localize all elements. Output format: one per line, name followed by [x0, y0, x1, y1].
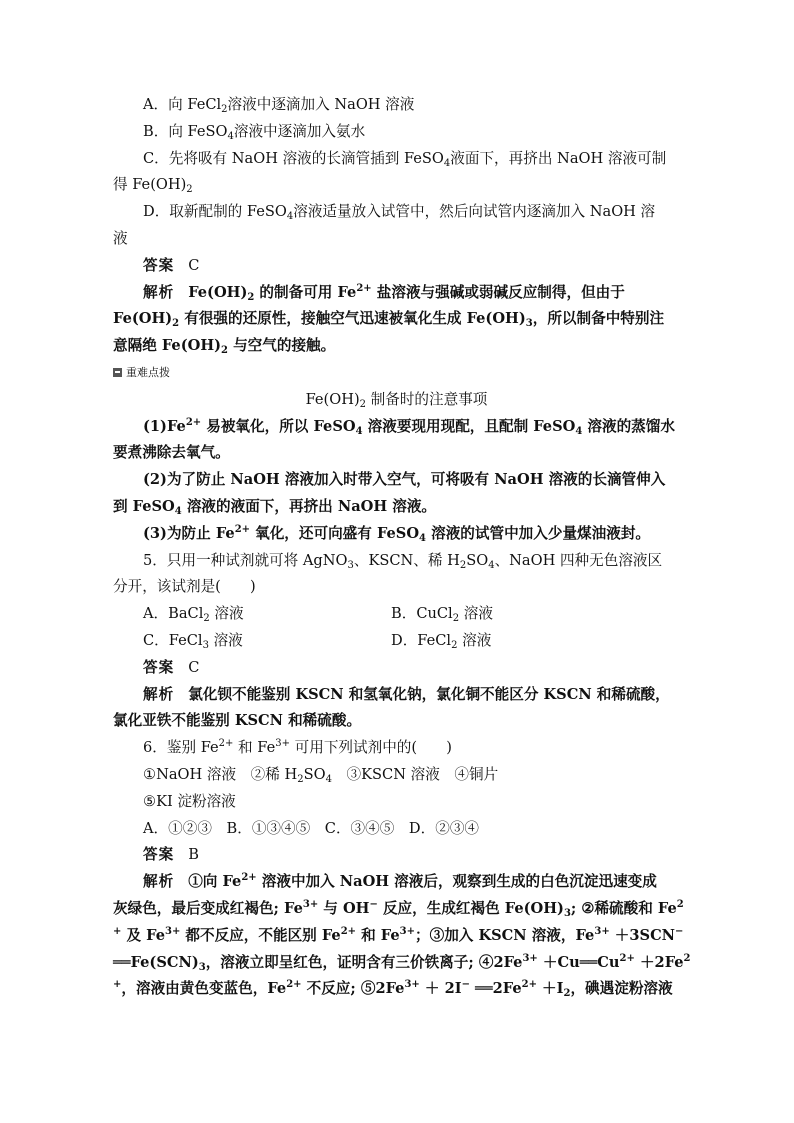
q4-analysis: 解析 $Fe(OH)_2$ 的制备可用 $Fe^{2+}$ 盐溶液与强碱或弱碱反应制得，但由于: [143, 282, 625, 303]
q6-analysis-cont4: +，溶液由黄色变蓝色，$Fe^{2+}$ 不反应; $⑤2Fe^{3+} + 2I^-$ $══2Fe^{2+} +I_2$，碘遇淀粉溶液: [113, 979, 673, 1000]
q5-option-a: A．BaCl$_2$ 溶液: [143, 605, 244, 625]
tips-point-1: $(1)Fe^{2+}$ 易被氧化，所以 FeSO$_4$ 溶液要现用现配，且配制 FeSO$_4$ 溶液的蒸馏水: [143, 416, 675, 437]
q5-stem-cont: 分开，该试剂是( ): [113, 578, 256, 596]
tips-point-2: (2)为了防止 NaOH 溶液加入时带入空气，可将吸有 NaOH 溶液的长滴管伸入: [143, 471, 666, 489]
q4-option-d: D．取新配制的 FeSO$_4$溶液适量放入试管中，然后向试管内逐滴加入 NaOH 溶: [143, 203, 656, 223]
tips-title: $Fe(OH)_2$ 制备时的注意事项: [305, 390, 488, 410]
analysis-label: 解析: [143, 685, 175, 703]
tips-icon: [113, 368, 122, 377]
answer-label: 答案: [143, 846, 175, 864]
tips-point-3: (3)为防止 $Fe^{2+}$ 氧化，还可向盛有 FeSO$_4$ 溶液的试管中加入少量煤油液封。: [143, 523, 651, 544]
q6-options: A．①②③ B．①③④⑤ C．③④⑤ D．②③④: [143, 819, 480, 837]
q5-option-c: C．FeCl$_3$ 溶液: [143, 631, 243, 651]
q5-option-d: D．FeCl$_2$ 溶液: [391, 631, 492, 651]
q5-analysis: 解析 氯化钡不能鉴别 KSCN 和氢氧化钠，氯化铜不能区分 KSCN 和稀硫酸，: [143, 685, 670, 703]
q6-analysis-cont3: $══Fe(SCN)_3$，溶液立即呈红色，证明含有三价铁离子; $④2Fe^{3+}$ $+Cu══Cu^{2+} +2Fe^2$: [113, 952, 691, 973]
q5-analysis-cont: 氯化亚铁不能鉴别 KSCN 和稀硫酸。: [113, 712, 362, 730]
q6-analysis-cont1: 灰绿色，最后变成红褐色; $Fe^{3+}$ 与 OH− 反应，生成红褐色 $Fe(OH)_3$; ②稀硫酸和 Fe$^2$: [113, 898, 684, 919]
tips-point-1-cont: 要煮沸除去氧气。: [113, 444, 230, 462]
q4-analysis-cont2: 意隔绝 $Fe(OH)_2$ 与空气的接触。: [113, 337, 336, 357]
q5-stem: 5．只用一种试剂就可将 AgNO$_3$、KSCN、稀 $H_2SO_4$、NaOH 四种无色溶液区: [143, 551, 663, 571]
q6-stem: 6．鉴别 $Fe^{2+}$ 和 $Fe^{3+}$ 可用下列试剂中的( ): [143, 738, 452, 757]
q5-options-row-2: [113, 628, 680, 655]
q4-option-b: B．向 FeSO$_4$溶液中逐滴加入氨水: [143, 122, 366, 142]
q4-option-c-cont: 得 $Fe(OH)_2$: [113, 176, 193, 196]
q5-option-b: B．CuCl$_2$ 溶液: [391, 605, 493, 625]
analysis-label: 解析: [143, 873, 175, 891]
q6-answer: 答案 B: [143, 846, 199, 864]
tips-heading: 重难点拨: [113, 360, 680, 387]
q4-option-a: A．向 FeCl$_2$溶液中逐滴加入 NaOH 溶液: [143, 96, 415, 115]
analysis-label: 解析: [143, 283, 175, 301]
q4-option-c: C．先将吸有 NaOH 溶液的长滴管插到 FeSO$_4$液面下，再挤出 NaOH 溶液可制: [143, 149, 667, 169]
q6-analysis: 解析 ①向 $Fe^{2+}$ 溶液中加入 NaOH 溶液后，观察到生成的白色沉淀迅速变成: [143, 872, 657, 891]
answer-label: 答案: [143, 658, 175, 676]
q5-answer: 答案 C: [143, 658, 200, 676]
q5-options-row-1: [113, 601, 680, 628]
q4-option-d-cont: 液: [113, 229, 128, 247]
answer-label: 答案: [143, 256, 175, 274]
q6-items-2: ⑤KI 淀粉溶液: [143, 792, 236, 810]
q4-analysis-cont1: $Fe(OH)_2$ 有很强的还原性，接触空气迅速被氧化生成 $Fe(OH)_3$，所以制备中特别注: [113, 310, 665, 330]
q4-answer: 答案 C: [143, 256, 200, 274]
q6-items-1: ①NaOH 溶液 ②稀 $H_2SO_4$ ③KSCN 溶液 ④铜片: [143, 765, 499, 785]
q6-analysis-cont2: + 及 $Fe^{3+}$ 都不反应，不能区别 $Fe^{2+}$ 和 $Fe^{3+}$；③加入 KSCN 溶液，$Fe^{3+} +3SCN^-$: [113, 925, 684, 944]
tips-point-2-cont: 到 FeSO$_4$ 溶液的液面下，再挤出 NaOH 溶液。: [113, 497, 437, 517]
content-area: [113, 92, 691, 1003]
